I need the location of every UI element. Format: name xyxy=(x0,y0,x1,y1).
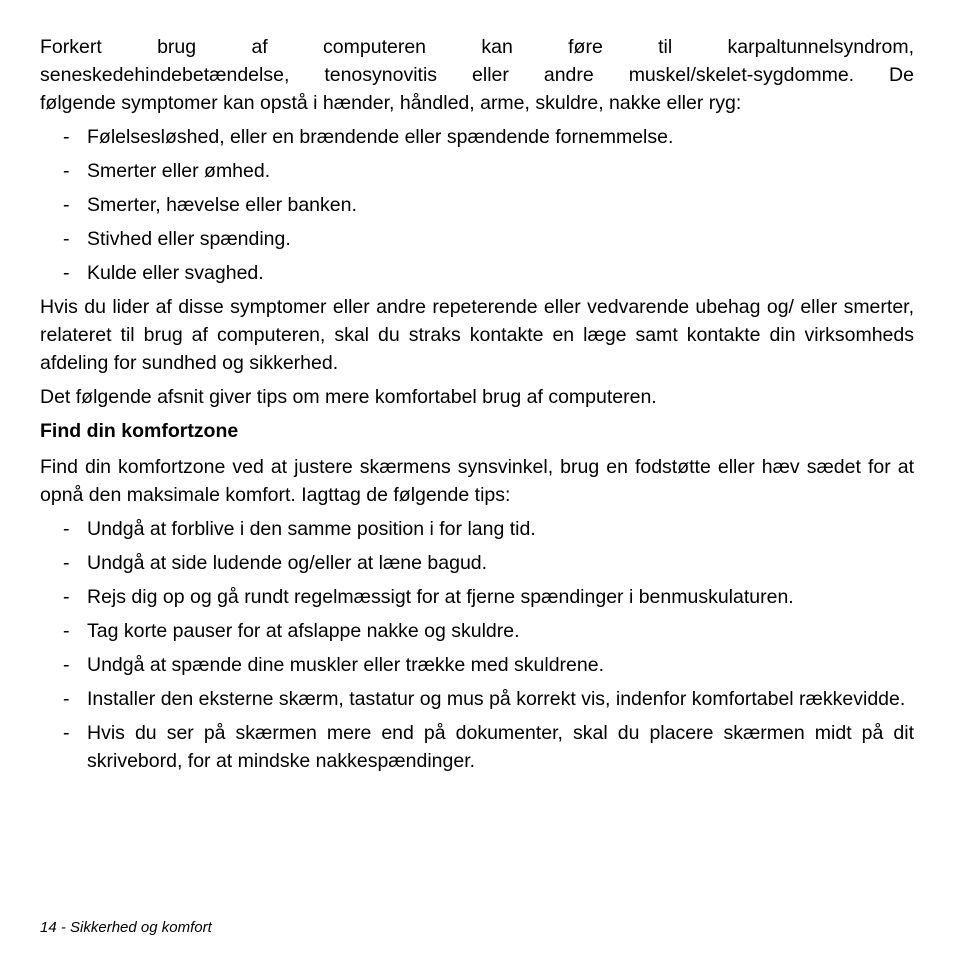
dash-bullet: - xyxy=(63,620,70,642)
intro-line-3: følgende symptomer kan opstå i hænder, håndled, arme, skuldre, nakke eller ryg: xyxy=(40,92,742,114)
list-item xyxy=(40,225,914,253)
intro-line-2: seneskedehindebetændelse, tenosynovitis eller andre muskel/skelet-sygdomme. De xyxy=(40,64,914,86)
list-item-text: Stivhed eller spænding. xyxy=(87,228,291,250)
list-item-text: Undgå at spænde dine muskler eller trække med skuldrene. xyxy=(87,654,605,676)
list-item xyxy=(40,617,914,645)
list-item xyxy=(40,549,914,577)
list-item xyxy=(40,583,914,611)
intro-paragraph xyxy=(40,33,914,117)
list-item-text: Undgå at side ludende og/eller at læne bagud. xyxy=(87,552,488,574)
list-item xyxy=(40,685,914,713)
list-item-text: Kulde eller svaghed. xyxy=(87,262,264,284)
list-item-text: Undgå at forblive i den samme position i for lang tid. xyxy=(87,518,536,540)
dash-bullet: - xyxy=(63,160,70,182)
dash-bullet: - xyxy=(63,586,70,608)
dash-bullet: - xyxy=(63,552,70,574)
section-heading: Find din komfortzone xyxy=(40,420,239,442)
list-item-text: Smerter eller ømhed. xyxy=(87,160,271,182)
dash-bullet: - xyxy=(63,126,70,148)
list-item xyxy=(40,651,914,679)
list-item-text: Installer den eksterne skærm, tastatur og mus på korrekt vis, indenfor komfortabel rækkevidde. xyxy=(87,688,906,710)
dash-bullet: - xyxy=(63,228,70,250)
list-item-text: Smerter, hævelse eller banken. xyxy=(87,194,357,216)
list-item-text: Følelsesløshed, eller en brændende eller spændende fornemmelse. xyxy=(87,126,674,148)
list-item xyxy=(40,157,914,185)
document-page xyxy=(40,33,914,781)
dash-bullet: - xyxy=(63,194,70,216)
dash-bullet: - xyxy=(63,688,70,710)
dash-bullet: - xyxy=(63,654,70,676)
page-footer: 14 - Sikkerhed og komfort xyxy=(40,919,212,936)
advice-paragraph: Hvis du lider af disse symptomer eller andre repeterende eller vedvarende ubehag og/ eller smerter, relateret til brug af computeren, skal du straks kontakte en læge samt kontakte din virksomheds afdeling for sundhed og sikkerhed. xyxy=(40,296,914,374)
list-item xyxy=(40,191,914,219)
list-item xyxy=(40,123,914,151)
intro-line-1: Forkert brug af computeren kan føre til karpaltunnelsyndrom, xyxy=(40,36,914,58)
list-item xyxy=(40,259,914,287)
list-item xyxy=(40,515,914,543)
next-section-intro: Det følgende afsnit giver tips om mere komfortabel brug af computeren. xyxy=(40,386,657,408)
list-item-text: Hvis du ser på skærmen mere end på dokumenter, skal du placere skærmen midt på dit skrivebord, for at mindske nakkespændinger. xyxy=(87,722,914,772)
dash-bullet: - xyxy=(63,262,70,284)
section-intro-paragraph: Find din komfortzone ved at justere skærmens synsvinkel, brug en fodstøtte eller hæv sædet for at opnå den maksimale komfort. Iagttag de følgende tips: xyxy=(40,456,914,506)
dash-bullet: - xyxy=(63,518,70,540)
symptom-list xyxy=(40,123,914,287)
list-item-text: Rejs dig op og gå rundt regelmæssigt for at fjerne spændinger i benmuskulaturen. xyxy=(87,586,794,608)
tips-list xyxy=(40,515,914,775)
list-item-text: Tag korte pauser for at afslappe nakke og skuldre. xyxy=(87,620,520,642)
list-item xyxy=(40,719,914,775)
dash-bullet: - xyxy=(63,722,70,744)
